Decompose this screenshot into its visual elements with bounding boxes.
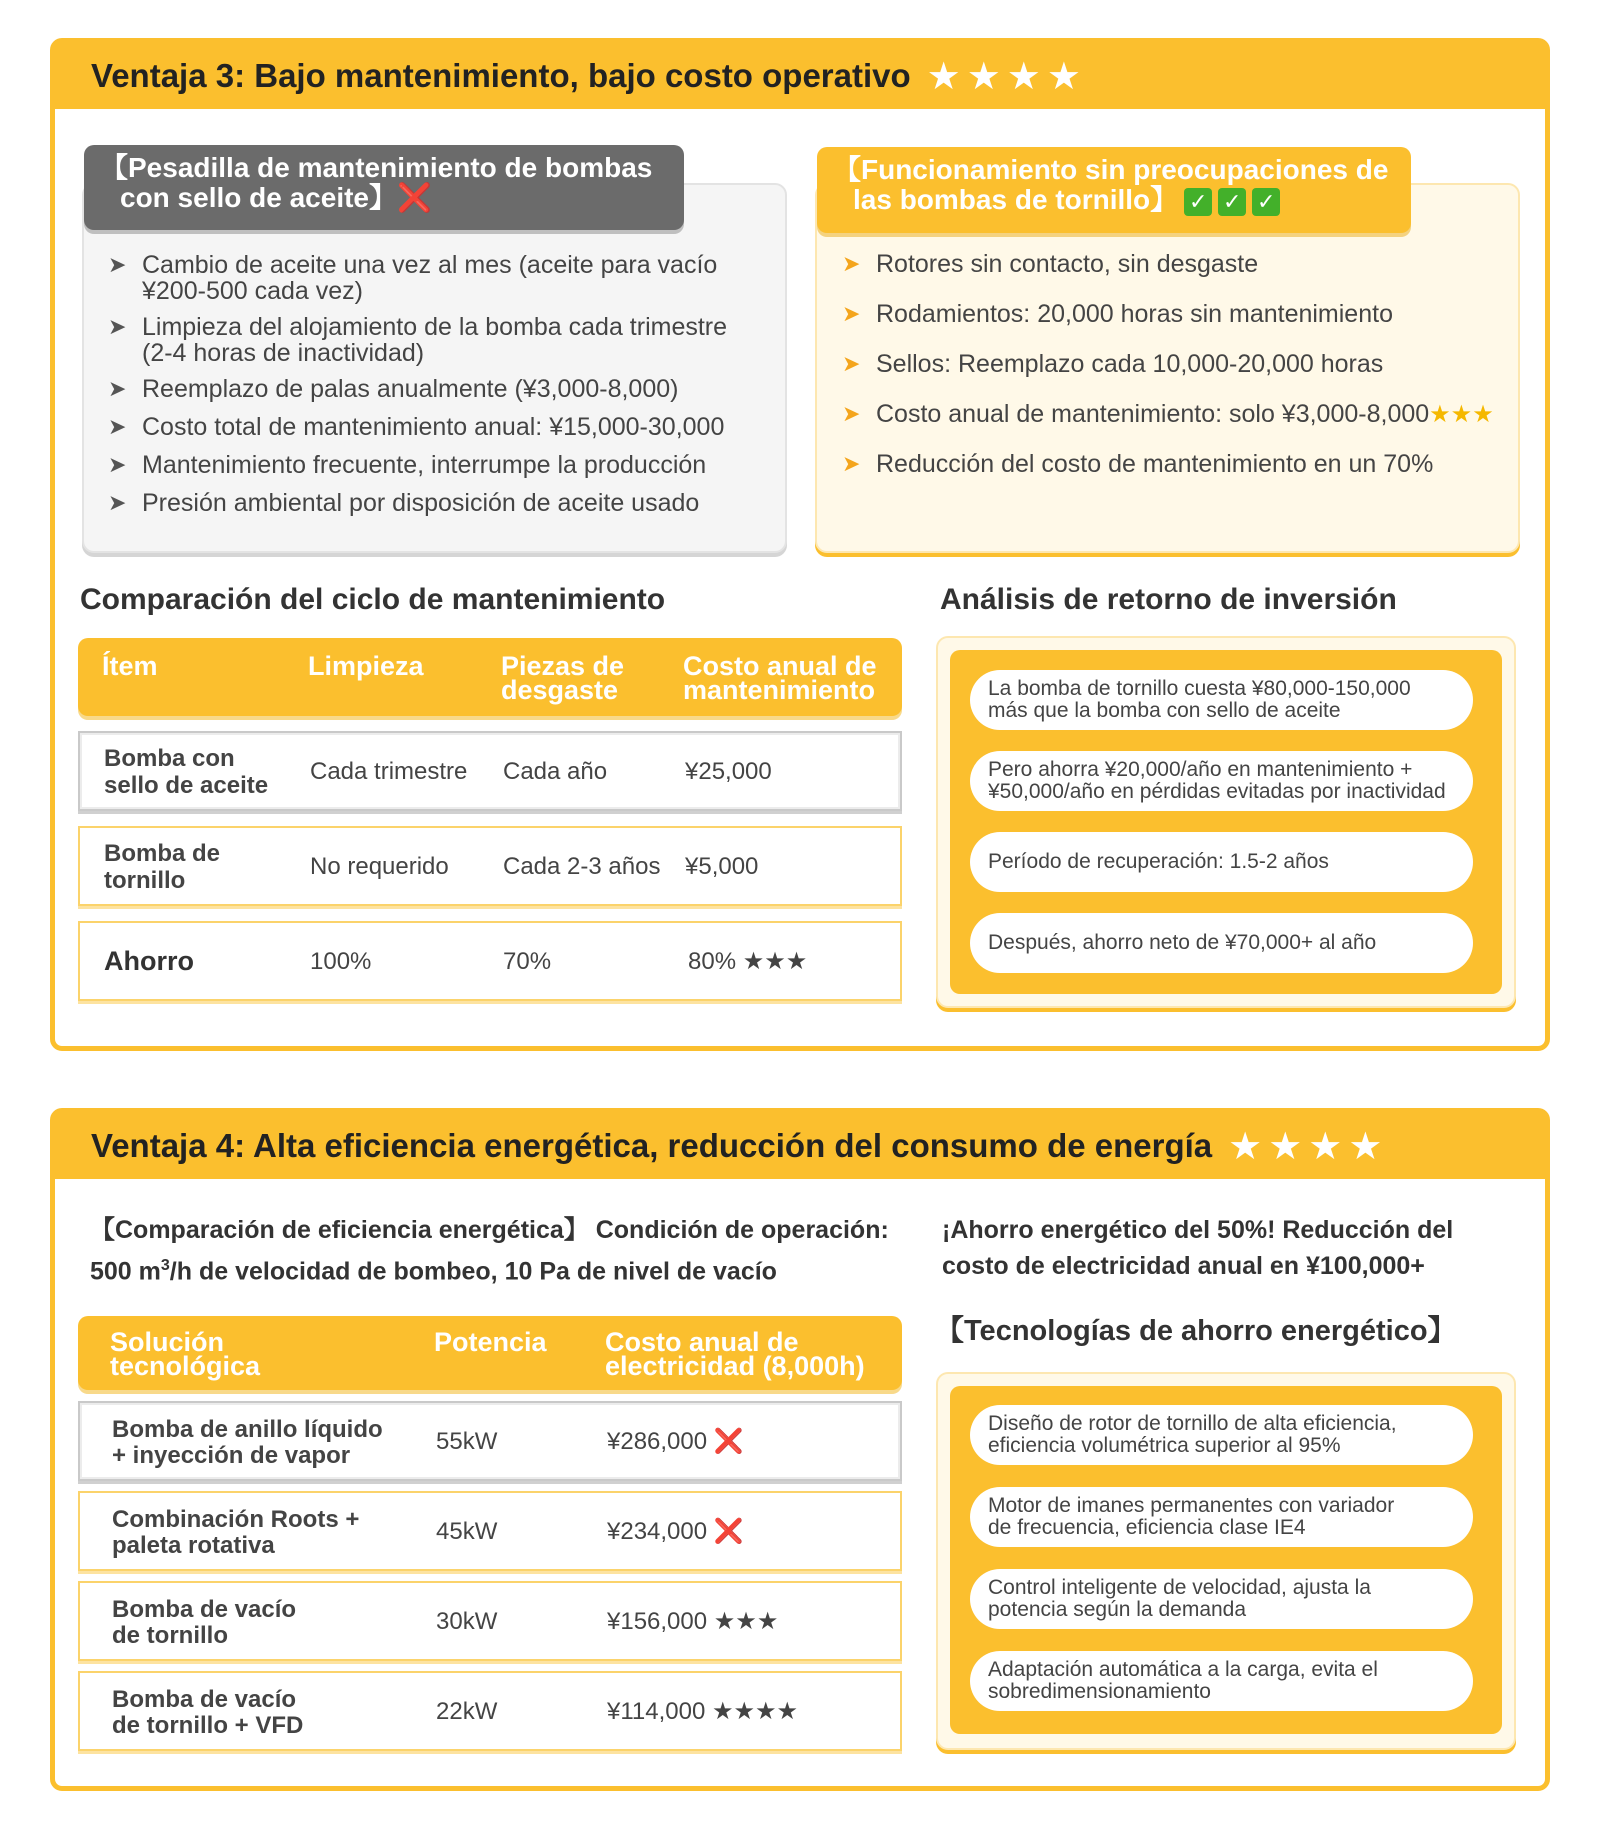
energy-table-header [78, 1316, 902, 1390]
energy-saving-headline: ¡Ahorro energético del 50%! Reducción del costo de electricidad anual en ¥100,000+ [942, 1216, 1454, 1280]
table-cell: ¥25,000 [685, 758, 772, 785]
list-item: ➤ Costo anual de mantenimiento: solo ¥3,000-8,000★★★ [842, 400, 1494, 428]
list-item: ➤ Costo total de mantenimiento anual: ¥15,000-30,000 [108, 413, 725, 441]
list-item: ➤ Rodamientos: 20,000 horas sin mantenimiento [842, 300, 1393, 328]
arrow-icon: ➤ [108, 376, 127, 401]
column-header: Piezas de desgaste [501, 651, 625, 705]
table-cell: Cada año [503, 758, 608, 785]
red-x-icon: ❌ [713, 1428, 744, 1455]
rating-stars-icon: ★★★★ [712, 1698, 799, 1725]
table-row [78, 1491, 902, 1571]
tech-item: Control inteligente de velocidad, ajusta la potencia según la demanda [970, 1569, 1473, 1629]
table-cell: Cada 2-3 años [503, 853, 661, 880]
check-icon: ✓ [1184, 188, 1212, 216]
table-cell: ¥5,000 [685, 853, 759, 880]
table-cell: Cada trimestre [310, 758, 468, 785]
table-cell: 30kW [436, 1608, 498, 1635]
table-row [78, 1581, 902, 1661]
table-cell: ¥286,000 ❌ [607, 1428, 744, 1455]
list-item: ➤ Mantenimiento frecuente, interrumpe la producción [108, 451, 707, 479]
column-header: Limpieza [308, 651, 424, 681]
roi-item: Pero ahorra ¥20,000/año en mantenimiento + ¥50,000/año en pérdidas evitadas por inactividad [970, 751, 1473, 811]
column-header: Costo anual de mantenimiento [683, 651, 877, 705]
column-header: Potencia [434, 1327, 547, 1357]
oil-seal-problem-list [108, 252, 778, 528]
arrow-icon: ➤ [108, 252, 127, 277]
arrow-icon: ➤ [842, 351, 861, 376]
row-label: Bomba de tornillo [104, 840, 221, 894]
tech-item: Adaptación automática a la carga, evita el sobredimensionamiento [970, 1651, 1473, 1711]
rating-stars-icon: ★★★ [742, 948, 808, 975]
rating-stars-icon: ★★★★ [1228, 1125, 1389, 1168]
section-title: Ventaja 4: Alta eficiencia energética, reducción del consumo de energía [91, 1127, 1213, 1164]
arrow-icon: ➤ [108, 452, 127, 477]
table-row [78, 1671, 902, 1751]
column-header: Costo anual de electricidad (8,000h) [605, 1327, 865, 1381]
table-cell: 22kW [436, 1698, 498, 1725]
arrow-icon: ➤ [842, 451, 861, 476]
arrow-icon: ➤ [842, 401, 861, 426]
arrow-icon: ➤ [108, 414, 127, 439]
table-cell: ¥234,000 ❌ [607, 1518, 744, 1545]
row-label: Ahorro [104, 946, 194, 976]
list-item: ➤ Reducción del costo de mantenimiento en un 70% [842, 450, 1434, 478]
list-item: ➤ Sellos: Reemplazo cada 10,000-20,000 horas [842, 350, 1384, 378]
table-cell: No requerido [310, 853, 449, 880]
list-item: ➤ Cambio de aceite una vez al mes (aceite para vacío ¥200-500 cada vez) [108, 251, 718, 305]
row-label: Combinación Roots + paleta rotativa [112, 1506, 360, 1559]
section-header [55, 43, 1545, 109]
list-item: ➤ Reemplazo de palas anualmente (¥3,000-8,000) [108, 375, 679, 403]
screw-pump-benefit-list [842, 251, 1522, 501]
rating-stars-icon: ★★★ [1429, 401, 1494, 428]
maintenance-table-header [78, 638, 902, 716]
list-item: ➤ Presión ambiental por disposición de aceite usado [108, 489, 700, 517]
oil-seal-card-title: 【Pesadilla de mantenimiento de bombas con sello de aceite】❌ [84, 145, 684, 230]
list-item: ➤ Rotores sin contacto, sin desgaste [842, 250, 1259, 278]
red-x-icon: ❌ [713, 1518, 744, 1545]
row-label: Bomba de vacío de tornillo [112, 1596, 297, 1649]
energy-tech-heading: 【Tecnologías de ahorro energético】 [935, 1315, 1457, 1347]
roi-item: Después, ahorro neto de ¥70,000+ al año [970, 913, 1473, 973]
table-cell: 80% ★★★ [688, 948, 808, 975]
check-icon: ✓ [1252, 188, 1280, 216]
arrow-icon: ➤ [842, 251, 861, 276]
roi-item: La bomba de tornillo cuesta ¥80,000-150,000 más que la bomba con sello de aceite [970, 670, 1473, 730]
arrow-icon: ➤ [108, 314, 127, 339]
table-cell: 100% [310, 948, 372, 975]
table-row [78, 1401, 902, 1481]
table-cell: 45kW [436, 1518, 498, 1545]
check-icon: ✓ [1218, 188, 1246, 216]
table-cell: ¥114,000 ★★★★ [607, 1698, 799, 1725]
row-label: Bomba de anillo líquido + inyección de vapor [112, 1416, 383, 1469]
row-label: Bomba con sello de aceite [104, 745, 269, 799]
screw-pump-card-title: 【Funcionamiento sin preocupaciones de las bombas de tornillo】 ✓ ✓ ✓ [817, 147, 1411, 233]
row-label: Bomba de vacío de tornillo + VFD [112, 1686, 304, 1739]
table-row [78, 921, 902, 1001]
section-header [55, 1113, 1545, 1179]
table-cell: 55kW [436, 1428, 498, 1455]
column-header: Solución tecnológica [110, 1327, 261, 1381]
column-header: Ítem [102, 651, 158, 681]
rating-stars-icon: ★★★ [713, 1608, 779, 1635]
maintenance-comparison-heading: Comparación del ciclo de mantenimiento [80, 583, 666, 616]
tech-item: Diseño de rotor de tornillo de alta eficiencia, eficiencia volumétrica superior al 95% [970, 1405, 1473, 1465]
roi-heading: Análisis de retorno de inversión [940, 583, 1397, 616]
table-cell: 70% [503, 948, 552, 975]
arrow-icon: ➤ [108, 490, 127, 515]
arrow-icon: ➤ [842, 301, 861, 326]
roi-item: Período de recuperación: 1.5-2 años [970, 832, 1473, 892]
energy-comparison-intro: 【Comparación de eficiencia energética】 Condición de operación: 500 $m^3/h$ de velocidad de bombeo, 10 Pa de nivel de vacío [90, 1216, 889, 1286]
red-x-icon: ❌ [397, 182, 432, 213]
table-row [78, 731, 902, 811]
table-cell: ¥156,000 ★★★ [607, 1608, 779, 1635]
list-item: ➤ Limpieza del alojamiento de la bomba cada trimestre (2-4 horas de inactividad) [108, 313, 728, 367]
section-title: Ventaja 3: Bajo mantenimiento, bajo costo operativo [91, 57, 911, 94]
rating-stars-icon: ★★★★ [926, 55, 1087, 98]
tech-item: Motor de imanes permanentes con variador de frecuencia, eficiencia clase IE4 [970, 1487, 1473, 1547]
table-row [78, 826, 902, 906]
